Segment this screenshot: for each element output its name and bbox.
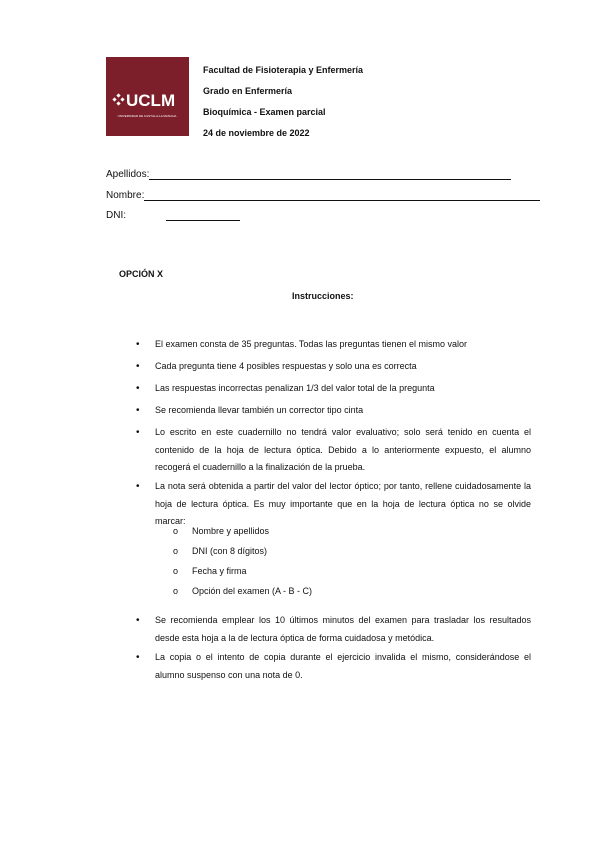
subject-name: Bioquímica - Examen parcial [203,107,326,117]
logo-text: UCLM [126,91,176,110]
bullet-icon: • [136,615,140,626]
exam-option: OPCIÓN X [119,269,164,279]
bullet-icon: • [136,427,140,438]
surname-line[interactable] [149,179,511,180]
exam-header [203,60,363,144]
logo-subtitle: UNIVERSIDAD DE CASTILLA-LA MANCHA [117,114,177,118]
bullet-icon: • [136,361,140,372]
surname-label: Apellidos: [106,169,150,180]
name-field [106,187,540,201]
surname-field [106,166,511,180]
bullet-icon: • [136,383,140,394]
instructions-title: Instrucciones: [292,291,354,301]
circle-bullet-icon: o [173,566,179,576]
dni-line[interactable] [166,220,240,221]
bullet-icon: • [136,405,140,416]
dni-label: DNI: [106,210,126,221]
dni-field [106,207,240,221]
name-line[interactable] [144,200,540,201]
circle-bullet-icon: o [173,526,179,536]
bullet-icon: • [136,481,140,492]
exam-date: 24 de noviembre de 2022 [203,128,310,138]
faculty-name: Facultad de Fisioterapia y Enfermería [203,65,364,75]
bullet-icon: • [136,339,140,350]
degree-name: Grado en Enfermería [203,86,293,96]
circle-bullet-icon: o [173,546,179,556]
bullet-icon: • [136,652,140,663]
circle-bullet-icon: o [173,586,179,596]
name-label: Nombre: [106,190,145,201]
uclm-logo [106,57,189,136]
